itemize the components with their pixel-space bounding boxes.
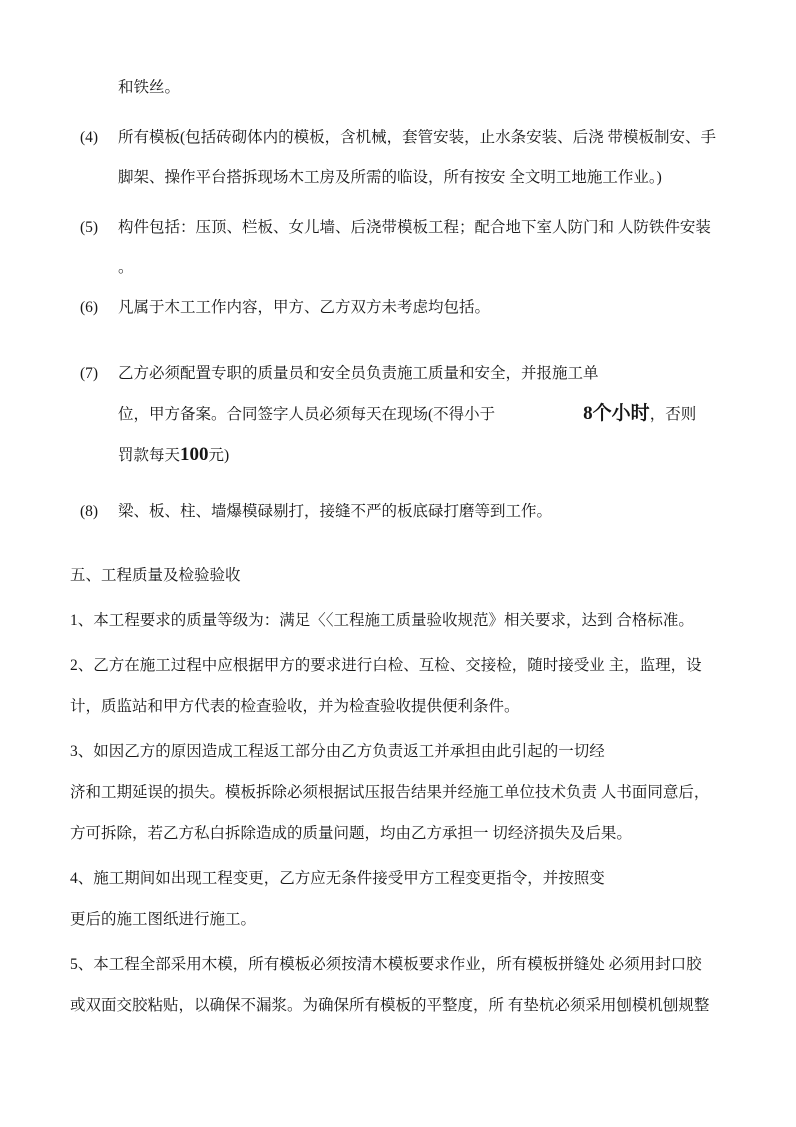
text-line (118, 288, 732, 328)
text-line (118, 248, 732, 288)
text-line (118, 158, 732, 198)
text-run: 更后的施工图纸进行施工。 (70, 911, 257, 928)
text-line (70, 858, 732, 899)
text-line (70, 686, 732, 727)
text-line (70, 645, 732, 686)
section-title: 五、工程质量及检验验收 (70, 567, 241, 584)
text-line (118, 208, 732, 248)
text-line (70, 731, 732, 772)
text-run: 。 (118, 259, 134, 276)
continuation-line: 和铁丝。 (118, 79, 181, 96)
paragraph (70, 944, 732, 1026)
item-number: (7) (80, 365, 99, 382)
text-run: 或双面交胶粘贴，以确保不漏浆。为确保所有模板的平整度，所 有垫杭必须采用刨模机刨规整 (70, 997, 710, 1014)
text-run: ，否则 (649, 406, 697, 423)
text-run: 所有模板(包括砖砌体内的模板，含机械，套管安装，止水条安装、后浇 带模板制安、手 (118, 129, 717, 146)
numbered-item (70, 288, 732, 328)
item-number: (5) (80, 219, 99, 236)
text-line (118, 118, 732, 158)
text-line (118, 354, 732, 394)
text-run: 方可拆除，若乙方私白拆除造成的质量问题，均由乙方承担一 切经济损失及后果。 (70, 825, 632, 842)
item-number: (8) (80, 503, 99, 520)
paragraph (70, 645, 732, 727)
text-run: 罚款每天 (118, 447, 181, 464)
text-line (70, 899, 732, 940)
item-text (118, 354, 732, 476)
numbered-list (70, 118, 732, 532)
text-line (70, 985, 732, 1026)
text-run: 位，甲方备案。合同签字人员必须每天在现场(不得小于 (118, 406, 496, 423)
text-run: 脚架、操作平台搭拆现场木工房及所需的临设，所有按安 全文明工地施工作业。) (118, 169, 662, 186)
numbered-item (70, 492, 732, 532)
text-line (118, 394, 732, 435)
text-run: 计，质监站和甲方代表的检查验收，并为检查验收提供便利条件。 (70, 698, 520, 715)
item-text (118, 208, 732, 288)
item-number: (4) (80, 129, 99, 146)
paragraph (70, 731, 732, 854)
text-run: 2、乙方在施工过程中应根据甲方的要求进行白检、互检、交接检，随时接受业 主，监理，设 (70, 657, 702, 674)
text-run: 4、施工期间如出现工程变更，乙方应无条件接受甲方工程变更指令，并按照变 (70, 870, 605, 887)
text-line (70, 772, 732, 813)
text-run: 乙方必须配置专职的质量员和安全员负责施工质量和安全，并报施工单 (118, 365, 599, 382)
section-paragraphs (70, 600, 732, 1026)
text-run: 构件包括：压顶、栏板、女儿墙、后浇带模板工程；配合地下室人防门和 人防铁件安装 (118, 219, 711, 236)
item-text (118, 288, 732, 328)
text-line (70, 600, 732, 641)
text-run: 济和工期延误的损失。模板拆除必须根据试压报告结果并经施工单位技术负责 人书面同意后， (70, 784, 710, 801)
text-run: 5、本工程全部采用木模，所有模板必须按清木模板要求作业，所有模板拼缝处 必须用封口胶 (70, 956, 702, 973)
emphasis-text: 8个小时 (583, 403, 650, 424)
item-text (118, 492, 732, 532)
paragraph (70, 600, 732, 641)
text-line (70, 813, 732, 854)
text-run: 梁、板、柱、墙爆模碌剔打，接缝不严的板底碌打磨等到工作。 (118, 503, 553, 520)
numbered-item (70, 118, 732, 198)
text-run: 1、本工程要求的质量等级为：满足〈〈工程施工质量验收规范》相关要求，达到 合格标准。 (70, 612, 694, 629)
numbered-item (70, 208, 732, 288)
emphasis-text: 100 (180, 444, 209, 465)
text-line (118, 492, 732, 532)
text-run: 元) (208, 447, 230, 464)
text-line (118, 435, 732, 476)
text-run: 凡属于木工工作内容，甲方、乙方双方未考虑均包括。 (118, 299, 491, 316)
text-run: 3、如因乙方的原因造成工程返工部分由乙方负责返工并承担由此引起的一切经 (70, 743, 605, 760)
item-text (118, 118, 732, 198)
numbered-item (70, 354, 732, 476)
item-number: (6) (80, 299, 99, 316)
text-line (70, 944, 732, 985)
paragraph (70, 858, 732, 940)
